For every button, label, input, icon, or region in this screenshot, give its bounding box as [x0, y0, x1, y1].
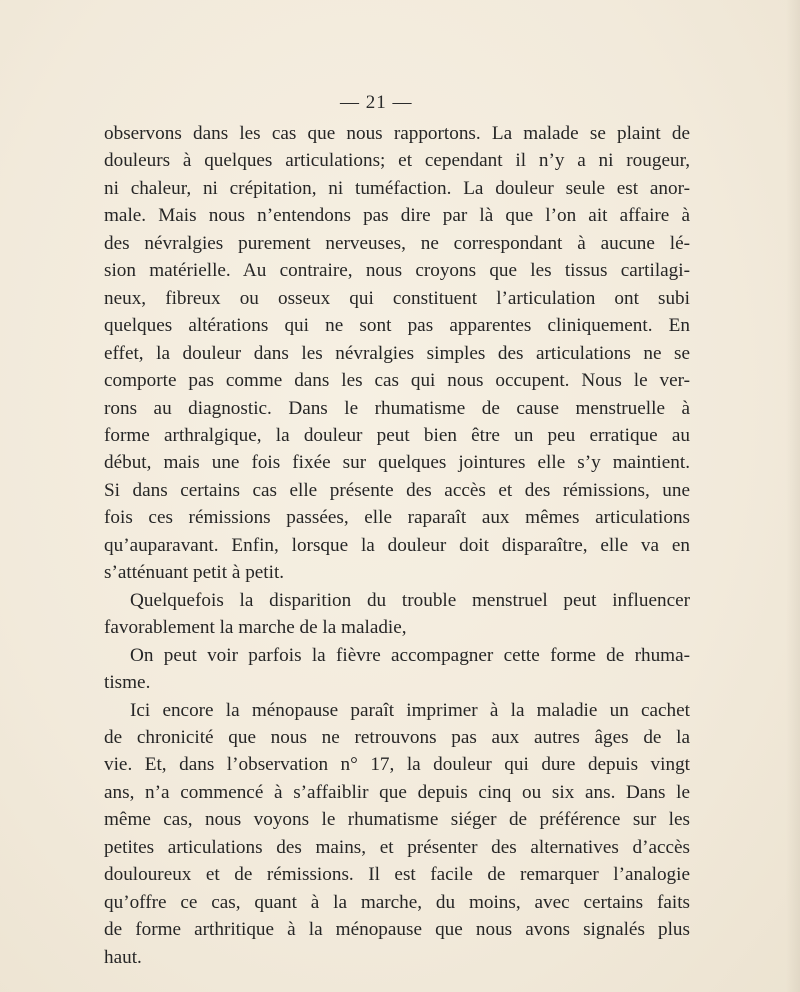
- text-line: qu’auparavant. Enfin, lorsque la douleur doit disparaître, elle va en: [104, 534, 690, 556]
- text-line: observons dans les cas que nous rapportons. La malade se plaint de: [104, 123, 690, 144]
- text-line: s’atténuant petit à petit.: [104, 562, 285, 584]
- paragraph-4: [104, 697, 690, 972]
- text-line: vie. Et, dans l’observation n° 17, la douleur qui dure depuis vingt: [104, 754, 690, 776]
- page-number-header: — 21 —: [340, 92, 413, 113]
- text-line: douleurs à quelques articulations; et cependant il n’y a ni rougeur,: [104, 150, 690, 172]
- text-line: Si dans certains cas elle présente des accès et des rémissions, une: [104, 479, 690, 501]
- text-line: comporte pas comme dans les cas qui nous occupent. Nous le ver-: [104, 370, 690, 392]
- text-line: effet, la douleur dans les névralgies simples des articulations ne se: [104, 342, 690, 364]
- text-line: douloureux et de rémissions. Il est facile de remarquer l’analogie: [104, 864, 690, 886]
- text-line: haut.: [104, 946, 142, 968]
- text-line: qu’offre ce cas, quant à la marche, du moins, avec certains faits: [104, 891, 690, 913]
- paragraph-3: [104, 642, 690, 697]
- page-edge-shadow: [786, 0, 800, 992]
- body-text: [104, 120, 690, 971]
- text-line: de chronicité que nous ne retrouvons pas aux autres âges de la: [104, 726, 690, 748]
- text-line: forme arthralgique, la douleur peut bien être un peu erratique au: [104, 424, 690, 446]
- text-line: ans, n’a commencé à s’affaiblir que depuis cinq ou six ans. Dans le: [104, 781, 690, 803]
- text-line: de forme arthritique à la ménopause que nous avons signalés plus: [104, 919, 690, 941]
- text-line: ni chaleur, ni crépitation, ni tuméfaction. La douleur seule est anor-: [104, 177, 690, 199]
- text-line: sion matérielle. Au contraire, nous croyons que les tissus cartilagi-: [104, 260, 690, 282]
- paragraph-1: [104, 120, 690, 587]
- text-line: Ici encore la ménopause paraît imprimer à la maladie un cachet: [130, 699, 690, 721]
- text-line: même cas, nous voyons le rhumatisme siéger de préférence sur les: [104, 809, 690, 831]
- text-line: rons au diagnostic. Dans le rhumatisme de cause menstruelle à: [104, 397, 690, 419]
- text-line: neux, fibreux ou osseux qui constituent l’articulation ont subi: [104, 287, 690, 309]
- text-line: des névralgies purement nerveuses, ne correspondant à aucune lé-: [104, 232, 690, 254]
- text-line: tisme.: [104, 672, 151, 694]
- text-line: favorablement la marche de la maladie,: [104, 617, 407, 639]
- paragraph-2: [104, 587, 690, 642]
- text-line: fois ces rémissions passées, elle raparaît aux mêmes articulations: [104, 507, 690, 529]
- text-line: On peut voir parfois la fièvre accompagner cette forme de rhuma-: [130, 644, 690, 666]
- text-line: début, mais une fois fixée sur quelques jointures elle s’y maintient.: [104, 452, 690, 474]
- text-line: petites articulations des mains, et présenter des alternatives d’accès: [104, 836, 690, 858]
- text-line: Quelquefois la disparition du trouble menstruel peut influencer: [130, 589, 690, 611]
- text-line: male. Mais nous n’entendons pas dire par là que l’on ait affaire à: [104, 205, 690, 227]
- text-line: quelques altérations qui ne sont pas apparentes cliniquement. En: [104, 315, 690, 337]
